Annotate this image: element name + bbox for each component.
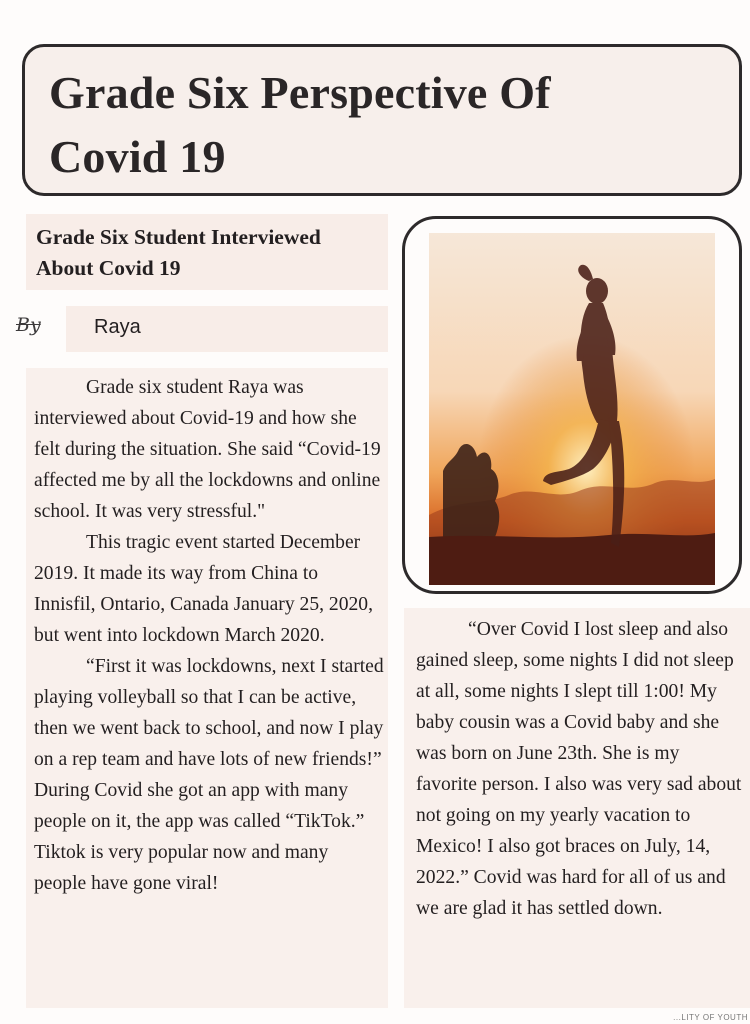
article-paragraph-3: “First it was lockdowns, next I started playing volleyball so that I can be active, then we went back to school, and now I play on a rep team and have lots of new friends!” During Covid she got an app with many people on it, the app was called “TikTok.” Tiktok is very popular now and many people have gone viral! <box>34 656 384 894</box>
article-paragraph-1: Grade six student Raya was interviewed about Covid-19 and how she felt during the situation. She said “Covid-19 affected me by all the lockdowns and online school. It was very stressful." <box>34 377 381 522</box>
footer-mark: ...LITY OF YOUTH <box>673 1013 748 1022</box>
author-name: Raya <box>94 316 141 338</box>
author-box <box>66 306 388 352</box>
article-right-column <box>404 608 750 1008</box>
article-paragraph-2: This tragic event started December 2019. It made its way from China to Innisfil, Ontario, Canada January 25, 2020, but went into lockdown March 2020. <box>34 532 374 646</box>
title-box <box>22 44 742 196</box>
byline <box>16 306 388 352</box>
photo-frame <box>402 216 742 594</box>
runner-silhouette-image <box>429 233 715 585</box>
article-right-paragraph: “Over Covid I lost sleep and also gained sleep, some nights I did not sleep at all, some nights I slept till 1:00! My baby cousin was a Covid baby and she was born on June 23th. She is my favorite person. I also was very sad about not going on my yearly vacation to Mexico! I also got braces on July, 14, 2022.” Covid was hard for all of us and we are glad it has settled down. <box>416 619 742 919</box>
byline-prefix: By <box>16 314 41 336</box>
photo-ground <box>429 533 715 585</box>
page-title <box>49 61 551 189</box>
title-line-2: Covid 19 <box>49 131 226 182</box>
subheadline-box <box>26 214 388 290</box>
subheadline <box>36 222 321 284</box>
article-left-text <box>34 372 384 899</box>
subheadline-line-1: Grade Six Student Interviewed <box>36 225 321 249</box>
article-left-column <box>26 368 388 1008</box>
subheadline-line-2: About Covid 19 <box>36 256 181 280</box>
title-line-1: Grade Six Perspective Of <box>49 67 551 118</box>
